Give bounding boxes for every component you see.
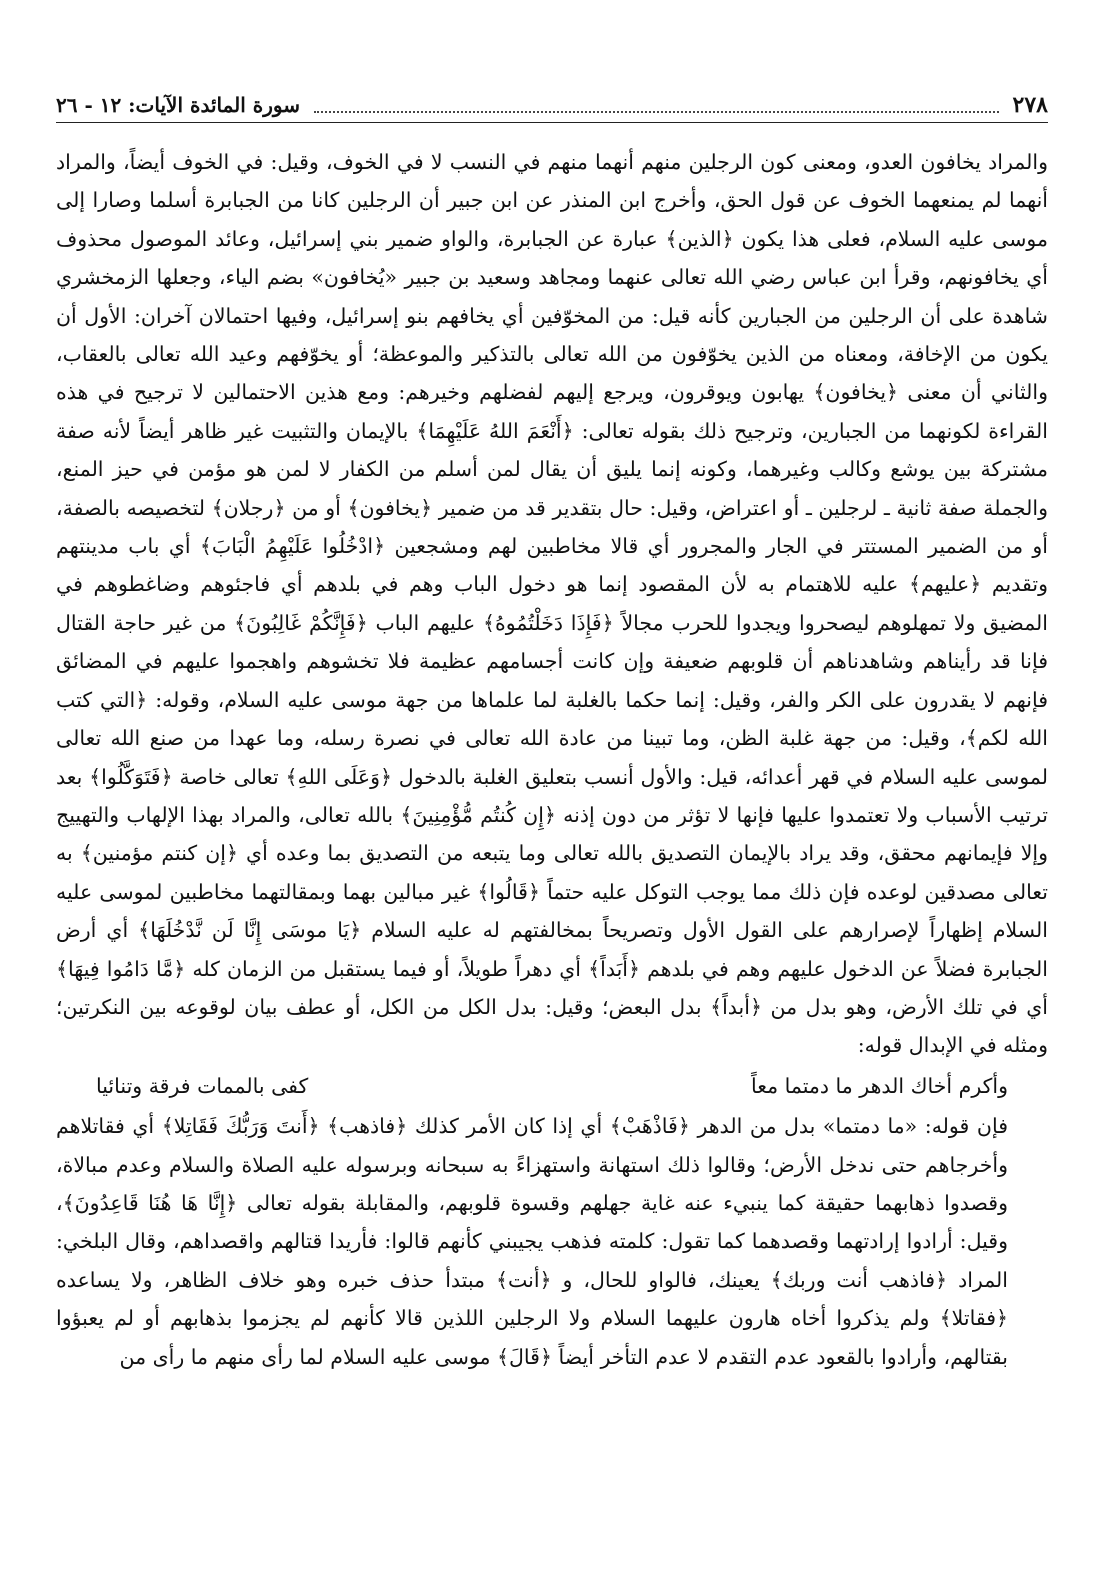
running-title: سورة المائدة الآيات: ١٢ - ٢٦ xyxy=(56,93,301,117)
paragraph-after-verse: فإن قوله: «ما دمتما» بدل من الدهر ﴿فَاذْهَبْ﴾ أي إذا كان الأمر كذلك ﴿فاذهب﴾ ﴿أَنتَ وَرَبُّكَ فَقَاتِلا﴾ أي فقاتلاهم وأخرجاهم حتى ندخل الأرض؛ وقالوا ذلك استهانة واستهزاءً به سبحانه وبرسوله عليه الصلاة والسلام وعدم مبالاة، وقصدوا ذهابهما حقيقة كما ينبيء عنه غاية جهلهم وقسوة قلوبهم، والمقابلة بقوله تعالى ﴿إِنَّا هَا هُنَا قَاعِدُونَ﴾، وقيل: أرادوا إرادتهما وقصدهما كما تقول: كلمته فذهب يجيبني كأنهم قالوا: فأريدا قتالهم واقصداهم، وقال البلخي: المراد ﴿فاذهب أنت وربك﴾ يعينك، فالواو للحال، و ﴿أنت﴾ مبتدأ حذف خبره وهو خلاف الظاهر، ولا يساعده ﴿فقاتلا﴾ ولم يذكروا أخاه هارون عليهما السلام ولا الرجلين اللذين قالا كأنهم لم يجزموا بذهابهم أو لم يعبؤوا بقتالهم، وأرادوا بالقعود عدم التقدم لا عدم التأخر أيضاً ﴿قَالَ﴾ موسى عليه السلام لما رأى منهم ما رأى من xyxy=(56,1114,1008,1369)
page xyxy=(56,88,1048,1548)
verse-second-hemistich: كفى بالممات فرقة وتنائيا xyxy=(96,1073,309,1098)
header-dot-leader xyxy=(314,110,999,113)
body-text xyxy=(56,143,1048,1376)
page-header xyxy=(56,88,1048,123)
verse-first-hemistich: وأكرم أخاك الدهر ما دمتما معاً xyxy=(750,1073,1008,1098)
paragraph-main: والمراد يخافون العدو، ومعنى كون الرجلين منهم أنهما منهم في النسب لا في الخوف، وقيل: في الخوف أيضاً، والمراد أنهما لم يمنعهما الخوف عن قول الحق، وأخرج ابن المنذر عن ابن جبير أن الرجلين كانا من الجبابرة أسلما وصارا إلى موسى عليه السلام، فعلى هذا يكون ﴿الذين﴾ عبارة عن الجبابرة، والواو ضمير بني إسرائيل، وعائد الموصول محذوف أي يخافونهم، وقرأ ابن عباس رضي الله تعالى عنهما ومجاهد وسعيد بن جبير «يُخافون» بضم الياء، وجعلها الزمخشري شاهدة على أن الرجلين من الجبارين كأنه قيل: من المخوّفين أي يخافهم بنو إسرائيل، وفيها احتمالان آخران: الأول أن يكون من الإخافة، ومعناه من الذين يخوّفون من الله تعالى بالتذكير والموعظة؛ أو يخوّفهم وعيد الله تعالى بالعقاب، والثاني أن معنى ﴿يخافون﴾ يهابون ويوقرون، ويرجع إليهم لفضلهم وخيرهم: ومع هذين الاحتمالين لا ترجيح في هذه القراءة لكونهما من الجبارين، وترجيح ذلك بقوله تعالى: ﴿أَنْعَمَ اللهُ عَلَيْهِمَا﴾ بالإيمان والتثبيت غير ظاهر أيضاً لأنه صفة مشتركة بين يوشع وكالب وغيرهما، وكونه إنما يليق أن يقال لمن أسلم من الكفار لا لمن هو مؤمن في حيز المنع، والجملة صفة ثانية ـ لرجلين ـ أو اعتراض، وقيل: حال بتقدير قد من ضمير ﴿يخافون﴾ أو من ﴿رجلان﴾ لتخصيصه بالصفة، أو من الضمير المستتر في الجار والمجرور أي قالا مخاطبين لهم ومشجعين ﴿ادْخُلُوا عَلَيْهِمُ الْبَابَ﴾ أي باب مدينتهم وتقديم ﴿عليهم﴾ عليه للاهتمام به لأن المقصود إنما هو دخول الباب وهم في بلدهم أي فاجئوهم وضاغطوهم في المضيق ولا تمهلوهم ليصحروا ويجدوا للحرب مجالاً ﴿فَإِذَا دَخَلْتُمُوهُ﴾ عليهم الباب ﴿فَإِنَّكُمْ غَالِبُونَ﴾ من غير حاجة القتال فإنا قد رأيناهم وشاهدناهم أن قلوبهم ضعيفة وإن كانت أجسامهم عظيمة فلا تخشوهم واهجموا عليهم في المضائق فإنهم لا يقدرون على الكر والفر، وقيل: إنما حكما بالغلبة لما علماها من جهة موسى عليه السلام، وقوله: ﴿التي كتب الله لكم﴾، وقيل: من جهة غلبة الظن، وما تبينا من عادة الله تعالى في نصرة رسله، وما عهدا من صنع الله تعالى لموسى عليه السلام في قهر أعدائه، قيل: والأول أنسب بتعليق الغلبة بالدخول ﴿وَعَلَى اللهِ﴾ تعالى خاصة ﴿فَتَوَكَّلُوا﴾ بعد ترتيب الأسباب ولا تعتمدوا عليها فإنها لا تؤثر من دون إذنه ﴿إِن كُنتُم مُّؤْمِنِينَ﴾ بالله تعالى، والمراد بهذا الإلهاب والتهييج وإلا فإيمانهم محقق، وقد يراد بالإيمان التصديق بالله تعالى وما يتبعه من التصديق بما وعده أي ﴿إن كنتم مؤمنين﴾ به تعالى مصدقين لوعده فإن ذلك مما يوجب التوكل عليه حتماً ﴿قَالُوا﴾ غير مبالين بهما وبمقالتهما مخاطبين لموسى عليه السلام إظهاراً لإصرارهم على القول الأول وتصريحاً بمخالفتهم له عليه السلام ﴿يَا موسَى إِنَّا لَن نَّدْخُلَهَا﴾ أي أرض الجبابرة فضلاً عن الدخول عليهم وهم في بلدهم ﴿أَبَداً﴾ أي دهراً طويلاً، أو فيما يستقبل من الزمان كله ﴿مَّا دَامُوا فِيهَا﴾ أي في تلك الأرض، وهو بدل من ﴿أبداً﴾ بدل البعض؛ وقيل: بدل الكل من الكل، أو عطف بيان لوقوعه بين النكرتين؛ ومثله في الإبدال قوله: xyxy=(56,150,1048,1058)
poetry-verse xyxy=(56,1067,1048,1105)
page-number: ٢٧٨ xyxy=(1012,92,1048,118)
